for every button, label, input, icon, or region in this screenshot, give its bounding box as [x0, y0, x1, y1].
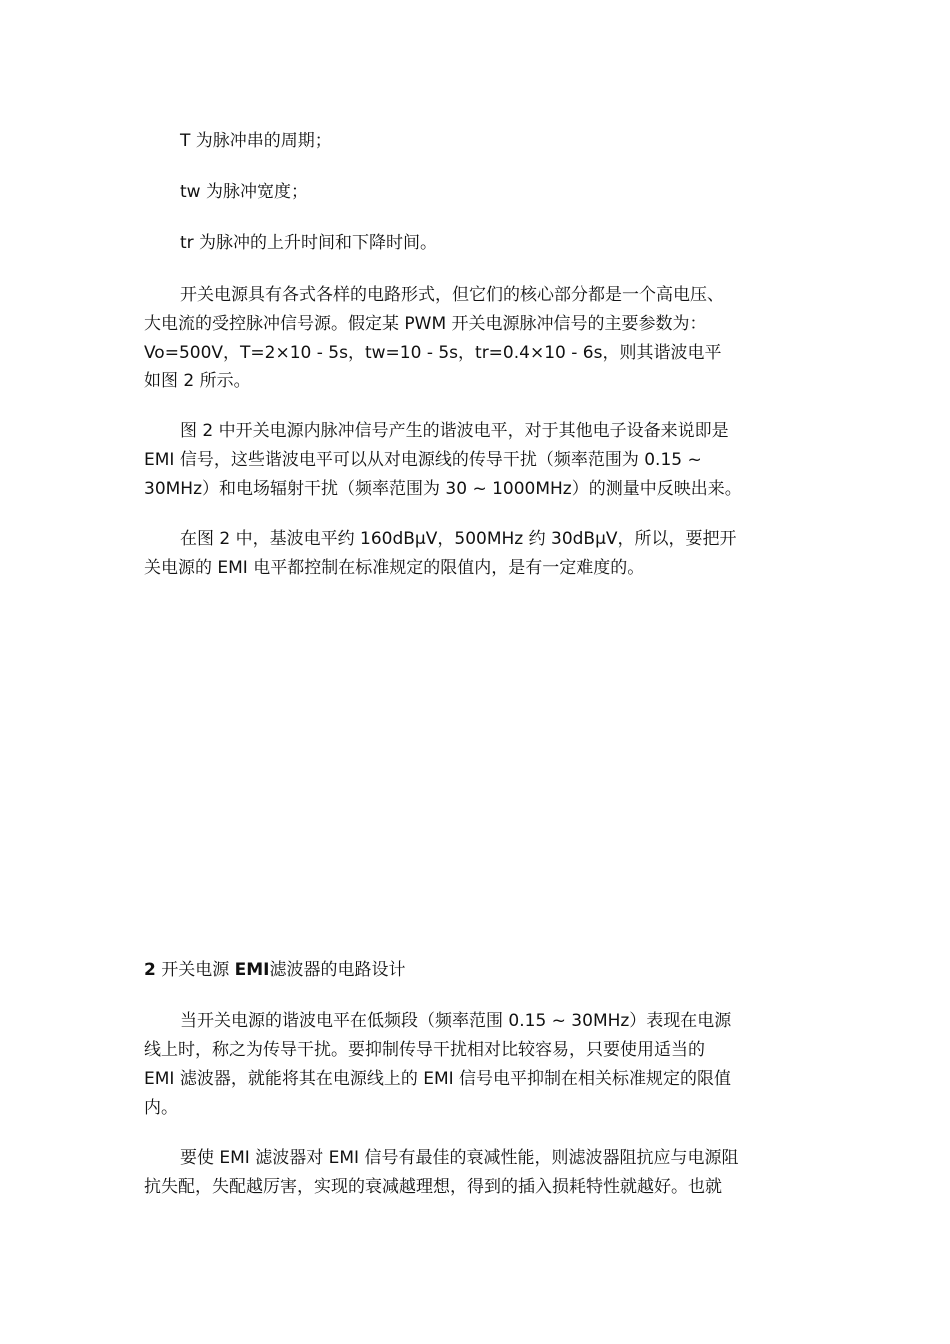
paragraph-line: Vo=500V，T=2×10 - 5s，tw=10 - 5s，tr=0.4×10 - 6s，则其谐波电平 [144, 343, 722, 363]
definition-period: T 为脉冲串的周期； [180, 131, 332, 151]
paragraph-line: 30MHz）和电场辐射干扰（频率范围为 30 ~ 1000MHz）的测量中反映出来。 [144, 479, 742, 499]
paragraph-line: EMI 滤波器，就能将其在电源线上的 EMI 信号电平抑制在相关标准规定的限值 [144, 1069, 732, 1089]
paragraph-line: 线上时，称之为传导干扰。要抑制传导干扰相对比较容易，只要使用适当的 [144, 1040, 705, 1060]
paragraph-line: EMI 信号，这些谐波电平可以从对电源线的传导干扰（频率范围为 0.15 ~ [144, 450, 702, 470]
paragraph-line: 大电流的受控脉冲信号源。假定某 PWM 开关电源脉冲信号的主要参数为： [144, 314, 707, 334]
section-title-prefix: 开关电源 [161, 960, 230, 980]
paragraph-line: 当开关电源的谐波电平在低频段（频率范围 0.15 ~ 30MHz）表现在电源 [180, 1011, 732, 1031]
section-heading [144, 956, 406, 984]
paragraph-line: 开关电源具有各式各样的电路形式，但它们的核心部分都是一个高电压、 [180, 285, 724, 305]
paragraph-line: 图 2 中开关电源内脉冲信号产生的谐波电平，对于其他电子设备来说即是 [180, 421, 729, 441]
definition-rise-time: tr 为脉冲的上升时间和下降时间。 [180, 233, 438, 253]
paragraph-line: 抗失配，失配越厉害，实现的衰减越理想，得到的插入损耗特性就越好。也就 [144, 1177, 722, 1197]
paragraph-line: 内。 [144, 1098, 178, 1118]
paragraph-line: 如图 2 所示。 [144, 371, 251, 391]
section-number: 2 [144, 960, 156, 980]
paragraph-line: 关电源的 EMI 电平都控制在标准规定的限值内，是有一定难度的。 [144, 558, 645, 578]
section-title-suffix: 滤波器的电路设计 [269, 960, 406, 980]
paragraph-line: 要使 EMI 滤波器对 EMI 信号有最佳的衰减性能，则滤波器阻抗应与电源阻 [180, 1148, 739, 1168]
definition-width: tw 为脉冲宽度； [180, 182, 308, 202]
section-title-term: EMI [234, 960, 270, 980]
paragraph-line: 在图 2 中，基波电平约 160dBμV，500MHz 约 30dBμV，所以，要把开 [180, 529, 737, 549]
